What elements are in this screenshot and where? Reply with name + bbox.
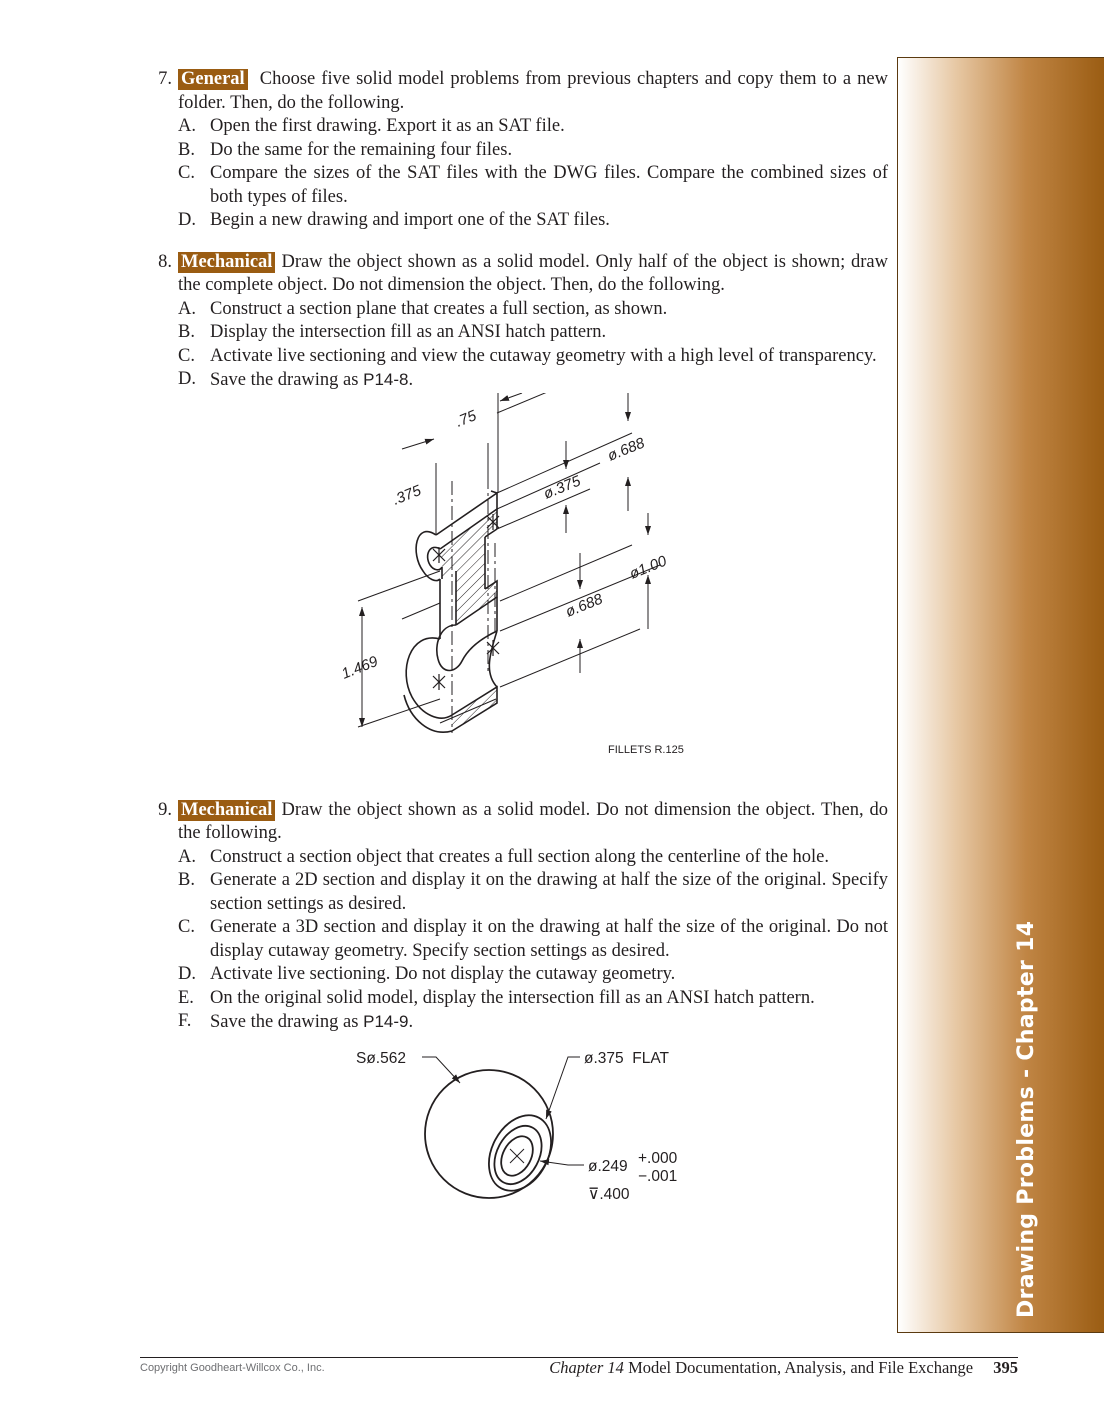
section-hatch [452,687,497,731]
step-letter: A. [178,116,196,136]
problem-intro [178,68,888,115]
side-tab-title: Drawing Problems - Chapter 14 [1014,920,1039,1318]
step-list [178,115,888,233]
hole-center-mark [510,1149,524,1163]
step-item [178,298,888,322]
step-letter: D. [178,369,196,389]
step-letter: A. [178,846,196,867]
chapter-label: Chapter 14 [549,1358,624,1377]
step-item [178,1010,888,1035]
file-name: P14-9 [363,1012,409,1031]
step-item [178,987,888,1011]
step-letter: E. [178,987,194,1008]
step-text: Open the first drawing. Export it as an SAT file. [210,116,565,136]
step-text: Activate live sectioning. Do not display the cutaway geometry. [210,964,676,984]
dim-label: 1.469 [339,652,381,683]
problem-number: 8. [158,251,172,272]
copyright-text: Copyright Goodheart-Willcox Co., Inc. [140,1362,325,1374]
step-text: Do the same for the remaining four files. [210,139,513,160]
step-text: Generate a 3D section and display it on the drawing at half the size of the original. Do not display cutaway geometry. Specify section settings as desired. [210,917,888,961]
sphere-outline [425,1070,564,1201]
file-name: P14-8 [363,370,409,389]
dim-label: ø.375 [541,472,584,503]
step-text: On the original solid model, display the intersection fill as an ANSI hatch pattern. [210,987,815,1008]
step-item [178,368,888,393]
category-tag: General [178,69,248,90]
step-letter: C. [178,163,195,183]
step-item [178,321,888,345]
step-text: Construct a section plane that creates a full section, as shown. [210,298,668,319]
problem-7 [140,68,888,233]
flat-diameter-label: ø.375 FLAT [584,1049,669,1067]
step-list [178,298,888,393]
running-footer [549,1358,1018,1378]
step-list [178,846,888,1035]
problem-number: 7. [158,69,172,89]
step-end: . [408,1012,414,1032]
chapter-title: Model Documentation, Analysis, and File Exchange [628,1358,974,1377]
intro-text: Draw the object shown as a solid model. Do not dimension the object. Then, do the following. [178,799,888,843]
dim-label: .375 [390,481,424,509]
step-text: Generate a 2D section and display it on the drawing at half the size of the original. Specify section settings as desired. [210,870,888,914]
step-text: Construct a section object that creates a full section along the centerline of the hole. [210,846,830,867]
dimension-lines [358,393,660,727]
sphere-diameter-label: Sø.562 [356,1049,406,1067]
step-end: . [408,370,414,390]
step-text: Save the drawing as [210,1012,359,1032]
step-text: Activate live sectioning and view the cutaway geometry with a high level of transparency. [210,345,877,366]
step-letter: B. [178,139,195,160]
problem-number: 9. [158,799,172,820]
tolerance-minus: −.001 [638,1167,678,1185]
fillet-note: FILLETS R.125 [608,743,684,756]
problem-8 [140,251,888,393]
intro-text: Draw the object shown as a solid model. Only half of the object is shown; draw the complete object. Do not dimension the object. Then, do the following. [178,251,888,295]
tolerance-plus: +.000 [638,1149,678,1167]
problem-intro [178,799,888,846]
step-item [178,846,888,870]
step-item [178,869,888,916]
bracket-section-figure [140,393,888,793]
chapter-side-tab [897,57,1104,1333]
page-content [140,68,888,1205]
step-text: Save the drawing as [210,370,359,390]
step-letter: D. [178,964,196,984]
step-text: Display the intersection fill as an ANSI hatch pattern. [210,322,607,342]
intro-text: Choose five solid model problems from previous chapters and copy them to a new folder. Then, do the following. [178,69,888,113]
step-item [178,139,888,163]
step-item [178,345,888,369]
step-item [178,162,888,209]
step-text: Compare the sizes of the SAT files with the DWG files. Compare the combined sizes of both types of files. [210,163,888,207]
step-item [178,115,888,139]
step-letter: C. [178,345,195,366]
problem-9 [140,799,888,1035]
dim-label: .75 [453,406,479,431]
leader-lines [422,1057,584,1165]
step-letter: C. [178,917,195,937]
sphere-figure [140,1035,888,1205]
step-letter: B. [178,322,195,342]
category-tag: Mechanical [178,252,275,273]
problem-intro [178,251,888,298]
step-item [178,963,888,987]
step-item [178,209,888,233]
step-letter: F. [178,1011,192,1031]
hole-depth-label: ⊽.400 [588,1185,630,1203]
dim-label: ø1.00 [627,552,670,583]
step-letter: A. [178,298,196,319]
step-letter: B. [178,870,195,890]
dim-label: ø.688 [563,590,606,621]
step-item [178,916,888,963]
step-letter: D. [178,210,196,230]
category-tag: Mechanical [178,800,275,821]
step-text: Begin a new drawing and import one of the SAT files. [210,210,610,230]
dim-label: ø.688 [605,434,648,465]
hole-diameter-label: ø.249 [588,1157,628,1175]
page-number: 395 [993,1358,1018,1377]
